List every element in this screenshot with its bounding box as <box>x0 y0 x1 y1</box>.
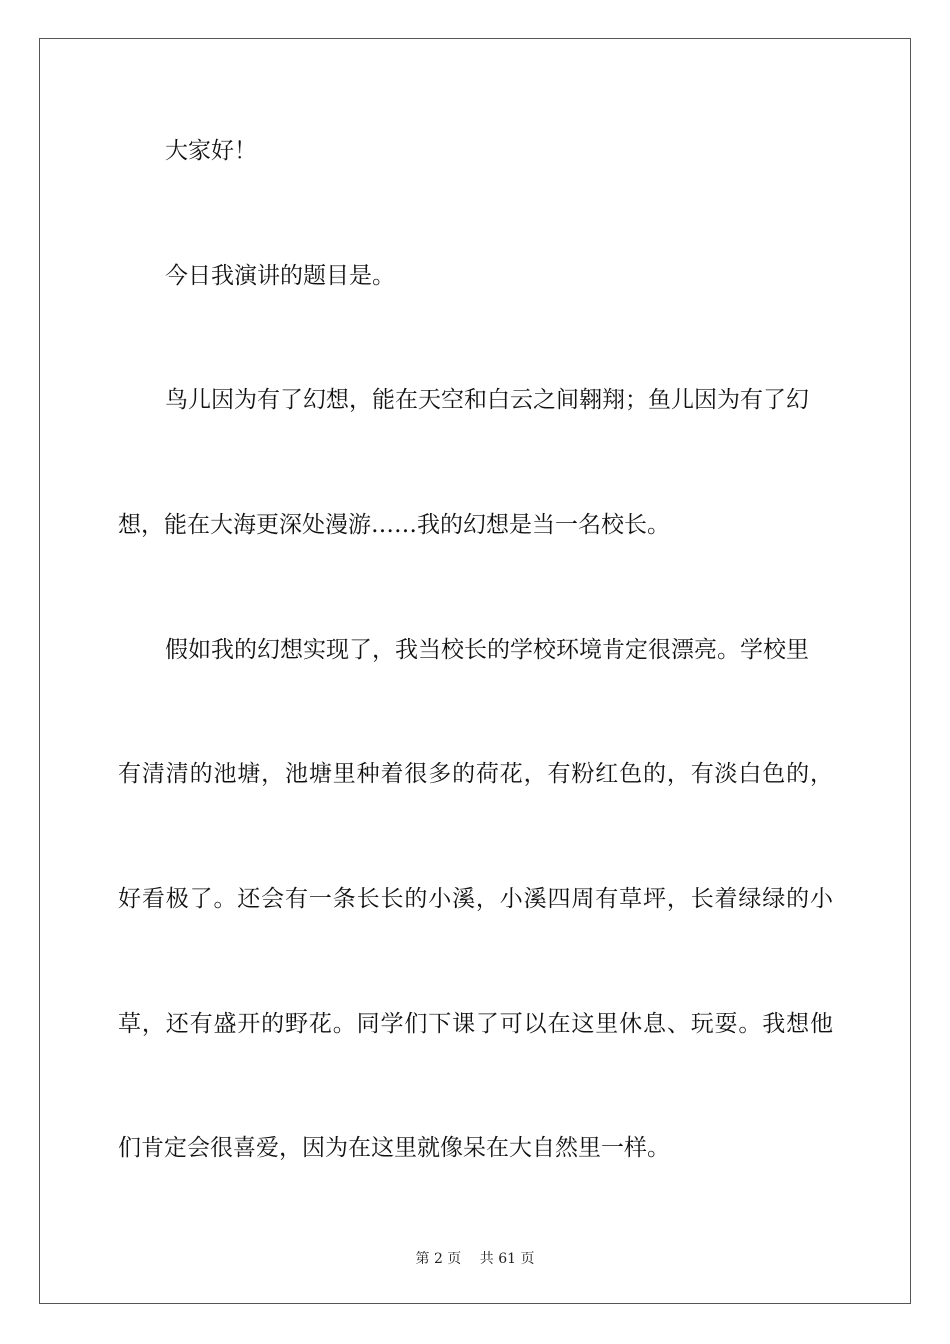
document-page <box>39 38 911 1304</box>
paragraph-school-line-2: 有清清的池塘，池塘里种着很多的荷花，有粉红色的，有淡白色的， <box>118 761 833 787</box>
paragraph-topic: 今日我演讲的题目是。 <box>165 263 395 289</box>
paragraph-school-line-5: 们肯定会很喜爱，因为在这里就像呆在大自然里一样。 <box>118 1135 670 1161</box>
paragraph-school-line-1: 假如我的幻想实现了，我当校长的学校环境肯定很漂亮。学校里 <box>165 637 809 663</box>
paragraph-greeting: 大家好！ <box>165 138 257 164</box>
paragraph-school-line-4: 草，还有盛开的野花。同学们下课了可以在这里休息、玩耍。我想他 <box>118 1011 833 1037</box>
paragraph-dream-line-1: 鸟儿因为有了幻想，能在天空和白云之间翱翔；鱼儿因为有了幻 <box>165 387 809 413</box>
paragraph-school-line-3: 好看极了。还会有一条长长的小溪，小溪四周有草坪，长着绿绿的小 <box>118 886 833 912</box>
page-number-footer: 第 2 页 共 61 页 <box>415 1251 535 1267</box>
paragraph-dream-line-2: 想，能在大海更深处漫游……我的幻想是当一名校长。 <box>118 512 670 538</box>
